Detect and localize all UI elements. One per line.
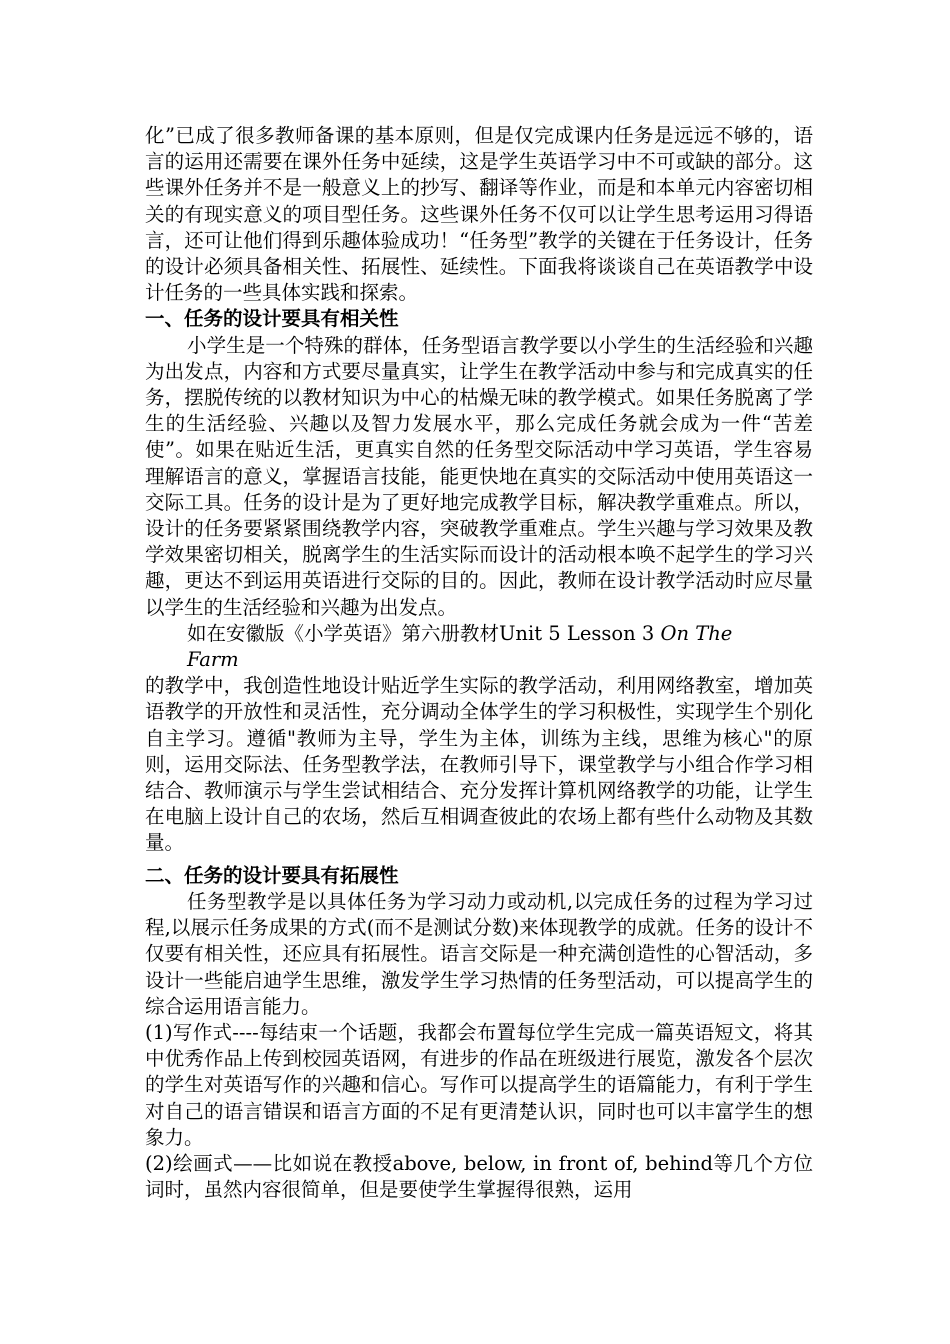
intro-paragraph: 化”已成了很多教师备课的基本原则，但是仅完成课内任务是远远不够的，语言的运用还需要在课外任务中延续，这是学生英语学习中不可或缺的部分。这些课外任务并不是一般意义上的抄写、翻译等作业，而是和本单元内容密切相关的有现实意义的项目型任务。这些课外任务不仅可以让学生思考运用习得语言，还可让他们得到乐趣体验成功！“任务型”教学的关键在于任务设计，任务的设计必须具备相关性、拓展性、延续性。下面我将谈谈自己在英语教学中设计任务的一些具体实践和探索。: [145, 124, 813, 305]
section2-item-1: (1)写作式----每结束一个话题，我都会布置每位学生完成一篇英语短文，将其中优秀作品上传到校园英语网，有进步的作品在班级进行展览，激发各个层次的学生对英语写作的兴趣和信心。写作可以提高学生的语篇能力，有利于学生对自己的语言错误和语言方面的不足有更清楚认识，同时也可以丰富学生的想象力。: [145, 1020, 813, 1149]
section1-heading: 一、任务的设计要具有相关性: [145, 307, 399, 331]
section1-paragraph-1: 小学生是一个特殊的群体，任务型语言教学要以小学生的生活经验和兴趣为出发点，内容和方式要尽量真实，让学生在教学活动中参与和完成真实的任务，摆脱传统的以教材知识为中心的枯燥无味的教学模式。如果任务脱离了学生的生活经验、兴趣以及智力发展水平，那么完成任务就会成为一件“苦差使”。如果在贴近生活，更真实自然的任务型交际活动中学习英语，学生容易理解语言的意义，掌握语言技能，能更快地在真实的交际活动中使用英语这一交际工具。任务的设计是为了更好地完成教学目标，解决教学重难点。所以，设计的任务要紧紧围绕教学内容，突破教学重难点。学生兴趣与学习效果及教学效果密切相关，脱离学生的生活实际而设计的活动根本唤不起学生的学习兴趣，更达不到运用英语进行交际的目的。因此，教师在设计教学活动时应尽量以学生的生活经验和兴趣为出发点。: [145, 333, 813, 619]
section1-paragraph-2: 的教学中，我创造性地设计贴近学生实际的教学活动，利用网络教室，增加英语教学的开放性和灵活性，充分调动全体学生的学习积极性，实现学生个别化自主学习。遵循"教师为主导，学生为主体，训练为主线，思维为核心"的原则，运用交际法、任务型教学法，在教师引导下，课堂教学与小组合作学习相结合、教师演示与学生尝试相结合、充分发挥计算机网络教学的功能，让学生在电脑上设计自己的农场，然后互相调查彼此的农场上都有些什么动物及其数量。: [145, 674, 813, 855]
section2-paragraph-1: 任务型教学是以具体任务为学习动力或动机,以完成任务的过程为学习过程,以展示任务成果的方式(而不是测试分数)来体现教学的成就。任务的设计不仅要有相关性，还应具有拓展性。语言交际是一种充满创造性的心智活动，多设计一些能启迪学生思维，激发学生学习热情的任务型活动，可以提高学生的综合运用语言能力。: [145, 889, 813, 1018]
example-title-part1: On The: [660, 621, 733, 645]
section2-item-2: (2)绘画式——比如说在教授above, below, in front of, behind等几个方位词时，虽然内容很简单，但是要使学生掌握得很熟，运用: [145, 1151, 813, 1202]
example-prefix: 如在安徽版《小学英语》第六册教材Unit 5 Lesson 3: [187, 621, 661, 645]
section2-heading: 二、任务的设计要具有拓展性: [145, 863, 399, 887]
example-title-part2: Farm: [187, 648, 239, 672]
example-reference: [145, 621, 813, 647]
document-page: [145, 123, 813, 1203]
